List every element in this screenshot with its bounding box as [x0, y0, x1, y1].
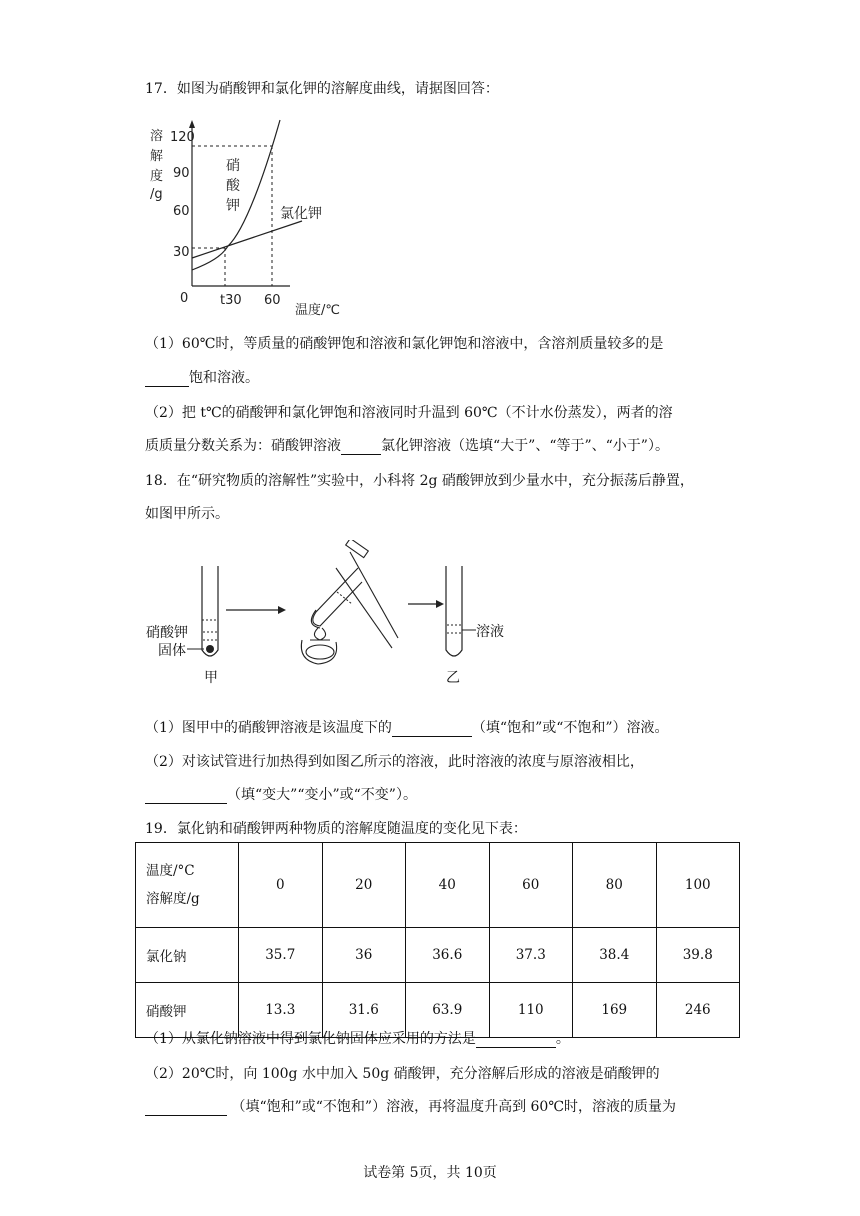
- q18-sub2-end: （填“变大”“变小”或“不变”）。: [227, 787, 417, 803]
- value-cell: 246: [656, 983, 740, 1038]
- label-yi: 乙: [446, 670, 460, 686]
- temp-cell: 100: [656, 843, 740, 928]
- y-tick-90: 90: [173, 166, 190, 181]
- row-name-cell: 氯化钠: [136, 928, 239, 983]
- q18-title-line2: 如图甲所示。: [145, 506, 229, 522]
- kno3-label-2: 酸: [226, 178, 240, 194]
- label-jia: 甲: [204, 670, 218, 686]
- y-label-3: 度: [150, 169, 164, 184]
- q19-sub2-line1: （2）20℃时，向 100g 水中加入 50g 硝酸钾，充分溶解后形成的溶液是硝酸钾的: [145, 1066, 660, 1082]
- table-header-row: [136, 843, 740, 928]
- value-cell: 35.7: [239, 928, 323, 983]
- q17-sub1-end: 饱和溶液。: [189, 370, 259, 386]
- q18-sub2-line1: （2）对该试管进行加热得到如图乙所示的溶液，此时溶液的浓度与原溶液相比，: [145, 754, 644, 770]
- temp-cell: 0: [239, 843, 323, 928]
- value-cell: 110: [489, 983, 573, 1038]
- kno3-label-1: 硝: [226, 158, 240, 174]
- y-tick-30: 30: [173, 245, 190, 260]
- corner-solubility-label: 溶解度/g: [146, 891, 200, 907]
- q17-sub2-end: 氯化钾溶液（选填“大于”、“等于”、“小于”）。: [381, 438, 669, 454]
- q19-sub2-end: （填“饱和”或“不饱和”）溶液，再将温度升高到 60℃时，溶液的质量为: [227, 1099, 677, 1115]
- solid-label-1: 硝酸钾: [146, 625, 188, 641]
- q19-title: 19．氯化钠和硝酸钾两种物质的溶解度随温度的变化见下表：: [145, 821, 527, 837]
- q17-title: 17．如图为硝酸钾和氯化钾的溶解度曲线，请据图回答：: [145, 81, 499, 97]
- heating-apparatus: [301, 540, 398, 664]
- q17-blank-1[interactable]: [145, 370, 189, 387]
- q17-sub2-line1: （2）把 t℃的硝酸钾和氯化钾饱和溶液同时升温到 60℃（不计水份蒸发），两者的溶: [145, 405, 673, 421]
- q18-sub1-end: （填“饱和”或“不饱和”）溶液。: [471, 720, 669, 736]
- solution-label: 溶液: [476, 624, 504, 640]
- row-name-cell: 硝酸钾: [136, 983, 239, 1038]
- y-label-2: 解: [150, 149, 164, 164]
- solid-label-2: 固体: [158, 643, 186, 659]
- table-row: [136, 928, 740, 983]
- kcl-label: 氯化钾: [280, 206, 322, 222]
- value-cell: 169: [573, 983, 657, 1038]
- temp-cell: 40: [406, 843, 490, 928]
- test-tube-experiment-figure: [140, 540, 520, 690]
- temp-cell: 20: [322, 843, 406, 928]
- value-cell: 37.3: [489, 928, 573, 983]
- temp-cell: 60: [489, 843, 573, 928]
- page-footer: 试卷第 5页，共 10页: [363, 1165, 497, 1181]
- temp-cell: 80: [573, 843, 657, 928]
- q17-sub1-line1: （1）60℃时，等质量的硝酸钾饱和溶液和氯化钾饱和溶液中，含溶剂质量较多的是: [145, 336, 664, 352]
- q18-blank-2[interactable]: [145, 787, 227, 804]
- q17-blank-2[interactable]: [341, 438, 381, 455]
- q19-sub1-start: （1）从氯化钠溶液中得到氯化钠固体应采用的方法是: [145, 1031, 476, 1047]
- q18-sub1-start: （1）图甲中的硝酸钾溶液是该温度下的: [145, 720, 392, 736]
- value-cell: 36.6: [406, 928, 490, 983]
- kno3-label-3: 钾: [226, 198, 240, 214]
- solubility-table: [135, 842, 740, 1038]
- solubility-curve-chart: [140, 118, 370, 320]
- q18-blank-1[interactable]: [392, 720, 472, 737]
- corner-temp-label: 温度/°C: [146, 863, 195, 879]
- table-corner-cell: [136, 843, 239, 928]
- y-label-1: 溶: [150, 129, 164, 144]
- x-tick-t: t30: [220, 293, 242, 308]
- origin-label: 0: [180, 291, 189, 306]
- x-tick-60: 60: [264, 293, 281, 308]
- y-tick-120: 120: [170, 130, 195, 145]
- y-label-4: /g: [150, 187, 163, 202]
- x-axis-label: 温度/℃: [295, 303, 340, 318]
- value-cell: 39.8: [656, 928, 740, 983]
- q18-title-line1: 18．在“研究物质的溶解性”实验中，小科将 2g 硝酸钾放到少量水中，充分振荡后静置，: [145, 473, 694, 489]
- value-cell: 31.6: [322, 983, 406, 1038]
- value-cell: 36: [322, 928, 406, 983]
- q19-blank-1[interactable]: [476, 1031, 556, 1048]
- q19-sub1-end: 。: [555, 1031, 570, 1047]
- value-cell: 13.3: [239, 983, 323, 1038]
- q19-blank-2[interactable]: [145, 1099, 227, 1116]
- q17-sub2-start: 质质量分数关系为：硝酸钾溶液: [145, 438, 341, 454]
- value-cell: 63.9: [406, 983, 490, 1038]
- value-cell: 38.4: [573, 928, 657, 983]
- y-tick-60: 60: [173, 204, 190, 219]
